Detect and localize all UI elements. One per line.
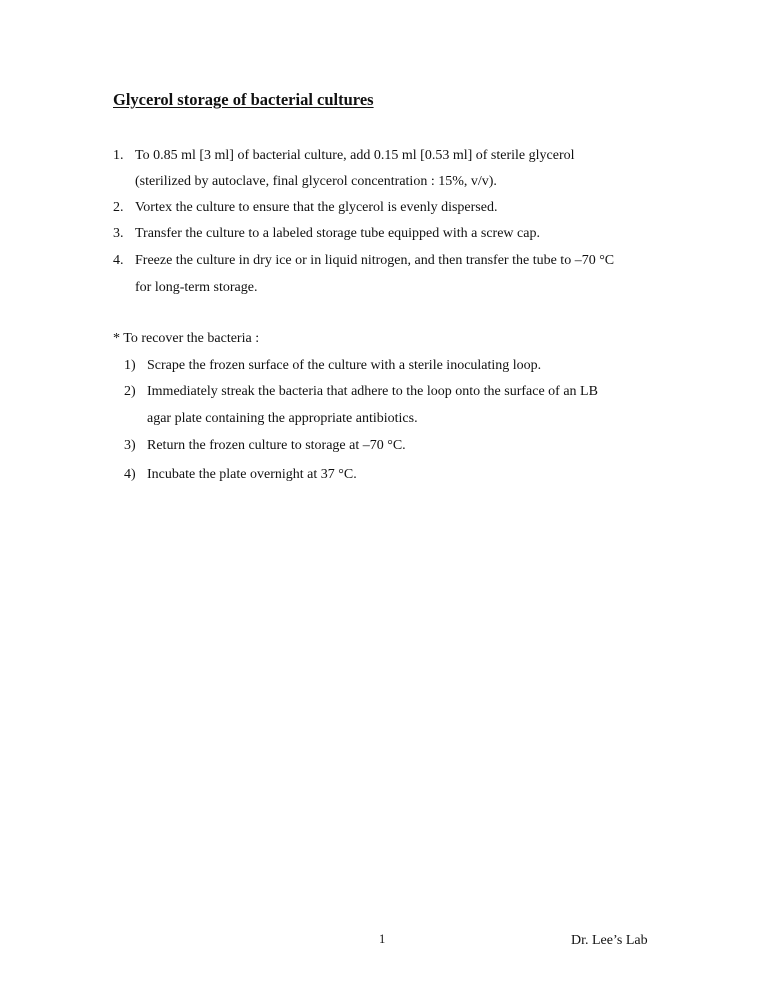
document-title: Glycerol storage of bacterial cultures — [113, 90, 374, 109]
recover-step-4-number: 4) — [124, 467, 136, 482]
recover-step-2-number: 2) — [124, 384, 136, 399]
step-4-line-2: for long-term storage. — [135, 280, 258, 295]
step-2-number: 2. — [113, 200, 124, 215]
footer-lab-name: Dr. Lee’s Lab — [571, 933, 648, 948]
step-1-number: 1. — [113, 148, 124, 163]
recover-step-2-line-2: agar plate containing the appropriate antibiotics. — [147, 411, 418, 426]
step-1-line-1: To 0.85 ml [3 ml] of bacterial culture, add 0.15 ml [0.53 ml] of sterile glycerol — [135, 148, 575, 163]
step-3-number: 3. — [113, 226, 124, 241]
footer-page-number: 1 — [379, 932, 386, 946]
step-4-number: 4. — [113, 253, 124, 268]
recover-step-1-line-1: Scrape the frozen surface of the culture with a sterile inoculating loop. — [147, 358, 542, 373]
step-3-line-1: Transfer the culture to a labeled storage tube equipped with a screw cap. — [135, 226, 540, 241]
recover-step-4-line-1: Incubate the plate overnight at 37 °C. — [147, 467, 357, 482]
recover-heading: * To recover the bacteria : — [113, 331, 260, 346]
recover-step-1-number: 1) — [124, 358, 136, 373]
recover-step-2-line-1: Immediately streak the bacteria that adhere to the loop onto the surface of an LB — [147, 384, 598, 399]
step-2-line-1: Vortex the culture to ensure that the glycerol is evenly dispersed. — [135, 200, 498, 215]
recover-step-3-number: 3) — [124, 438, 136, 453]
step-4-line-1: Freeze the culture in dry ice or in liquid nitrogen, and then transfer the tube to –70 °C — [135, 253, 615, 268]
recover-step-3-line-1: Return the frozen culture to storage at –70 °C. — [147, 438, 406, 453]
step-1-line-2: (sterilized by autoclave, final glycerol concentration : 15%, v/v). — [135, 174, 497, 189]
